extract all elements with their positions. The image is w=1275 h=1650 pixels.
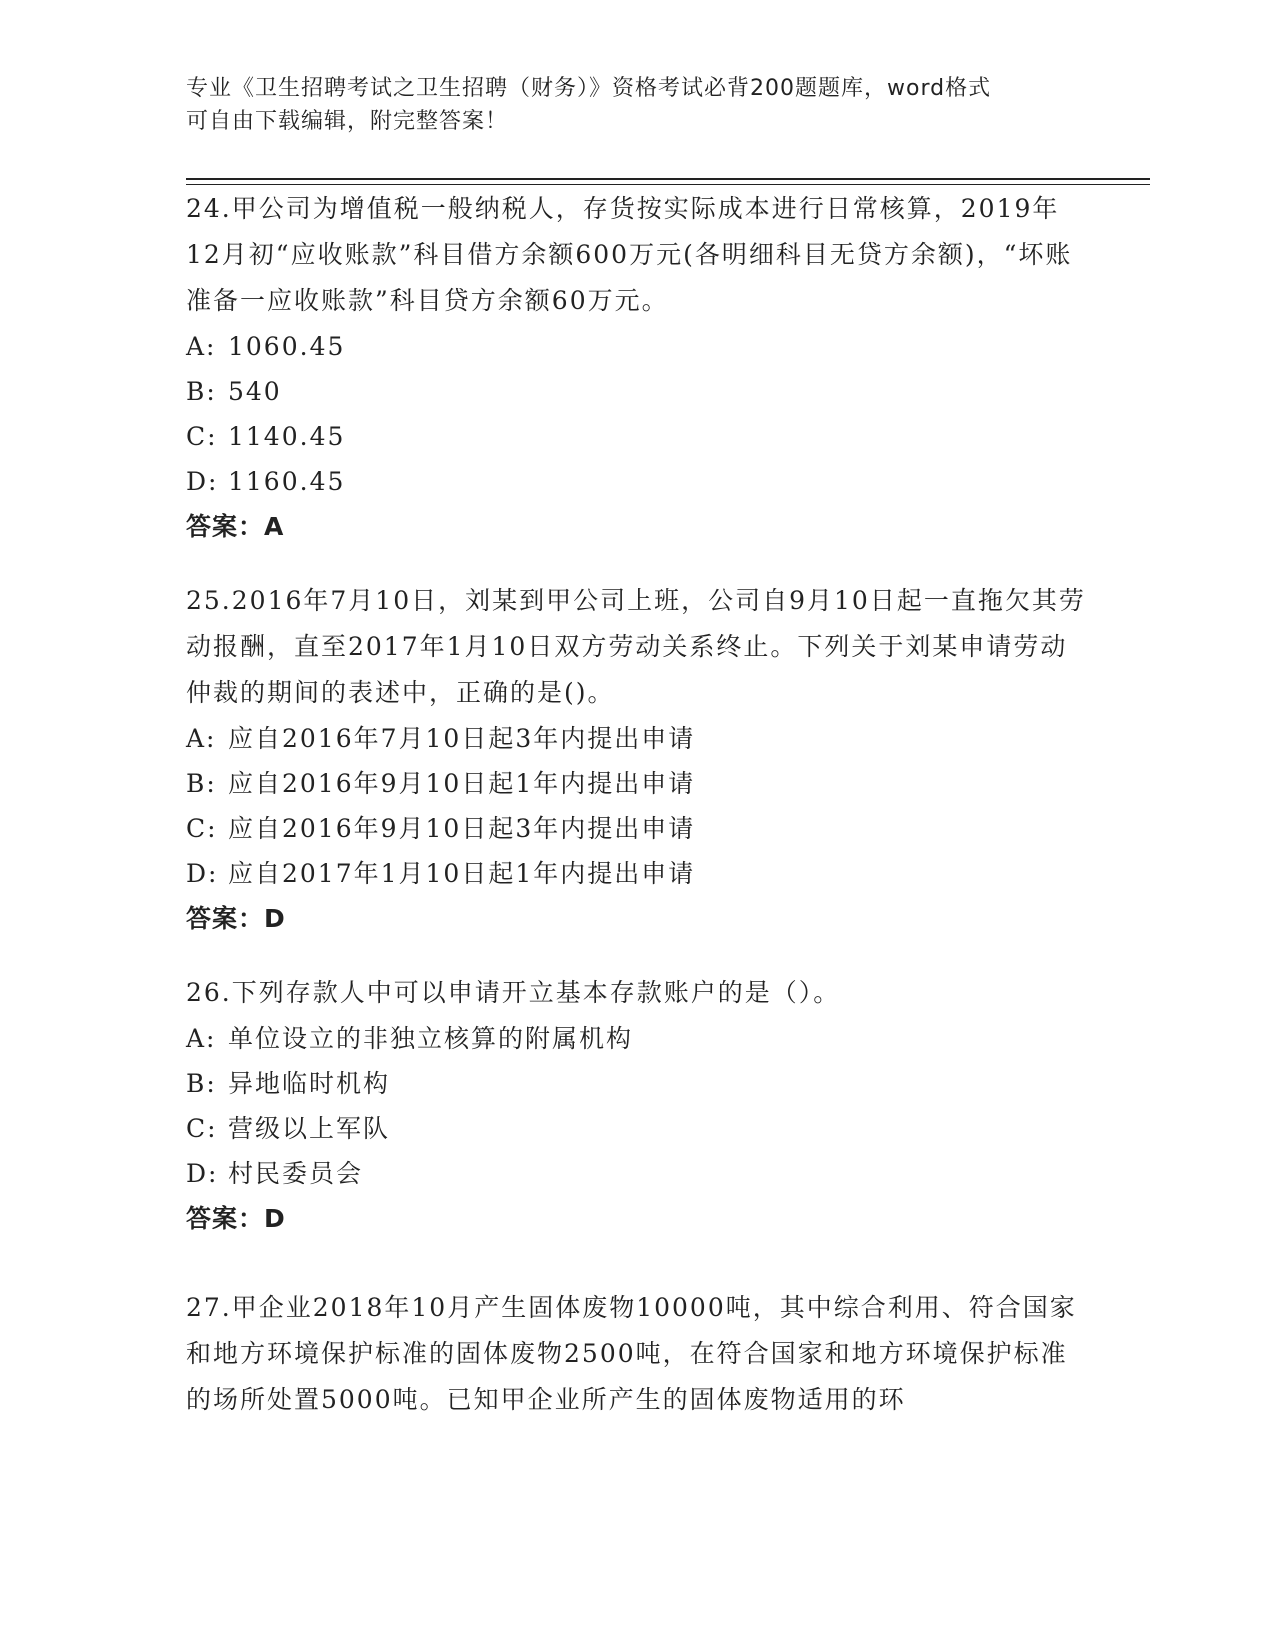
- question-stem: 27.甲企业2018年10月产生固体废物10000吨，其中综合利用、符合国家和地方环境保护标准的固体废物2500吨，在符合国家和地方环境保护标准的场所处置5000吨。已知甲企业所产生的固体废物适用的环: [186, 1293, 1077, 1414]
- header-title-line-2: 可自由下载编辑，附完整答案！: [186, 109, 509, 134]
- question-stem: 25.2016年7月10日，刘某到甲公司上班，公司自9月10日起一直拖欠其劳动报酬，直至2017年1月10日双方劳动关系终止。下列关于刘某申请劳动仲裁的期间的表述中，正确的是()。: [186, 586, 1086, 707]
- option-d: D: 1160.45: [186, 467, 346, 496]
- option-d: D: 应自2017年1月10日起1年内提出申请: [186, 859, 696, 888]
- answer: 答案：D: [186, 904, 286, 933]
- question-stem: 26.下列存款人中可以申请开立基本存款账户的是（）。: [186, 978, 841, 1007]
- question-24: [186, 186, 1086, 549]
- option-d: D: 村民委员会: [186, 1159, 364, 1188]
- option-c: C: 营级以上军队: [186, 1114, 391, 1143]
- option-b: B: 异地临时机构: [186, 1069, 391, 1098]
- header-divider-thin: [186, 184, 1150, 185]
- header-divider-thick: [186, 178, 1150, 180]
- question-27: [186, 1285, 1086, 1423]
- answer: 答案：D: [186, 1204, 286, 1233]
- option-a: A: 应自2016年7月10日起3年内提出申请: [186, 724, 696, 753]
- option-b: B: 应自2016年9月10日起1年内提出申请: [186, 769, 696, 798]
- question-stem: 24.甲公司为增值税一般纳税人，存货按实际成本进行日常核算，2019年12月初“应收账款”科目借方余额600万元(各明细科目无贷方余额)，“坏账准备一应收账款”科目贷方余额60万元。: [186, 194, 1073, 315]
- question-25: [186, 578, 1086, 941]
- option-a: A: 单位设立的非独立核算的附属机构: [186, 1024, 634, 1053]
- page-header: [186, 72, 1086, 138]
- option-c: C: 应自2016年9月10日起3年内提出申请: [186, 814, 696, 843]
- option-a: A: 1060.45: [186, 332, 346, 361]
- header-title-line-1: 专业《卫生招聘考试之卫生招聘（财务）》资格考试必背200题题库，word格式: [186, 76, 992, 101]
- question-26: [186, 970, 1086, 1241]
- option-c: C: 1140.45: [186, 422, 346, 451]
- option-b: B: 540: [186, 377, 282, 406]
- answer: 答案：A: [186, 512, 285, 541]
